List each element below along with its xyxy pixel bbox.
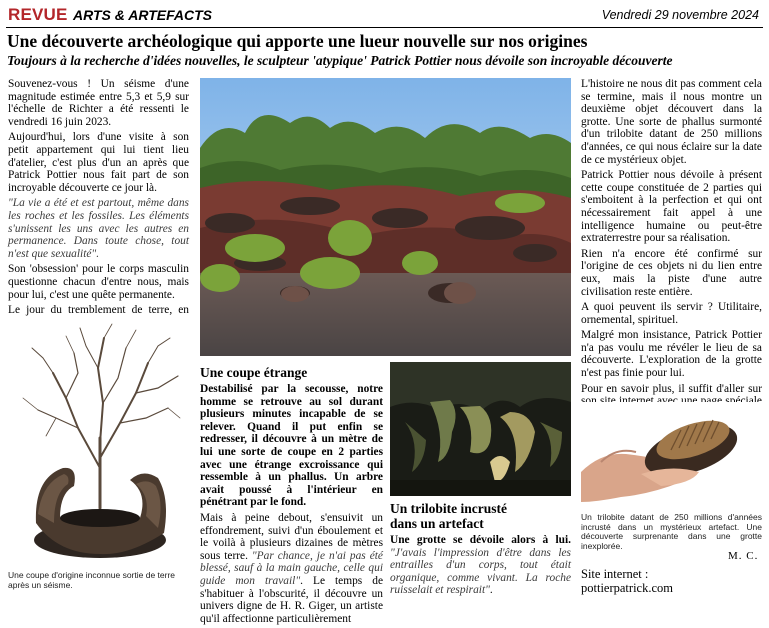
col4-paragraph-2: Patrick Pottier nous dévoile à présent cette coupe constituée de 2 parties qui s'emboitent à la perfection et qui ont nécessairement fait appel à une intelligence humaine ou peut-être extraterrestre pour sa réalisation. xyxy=(581,169,762,245)
section-heading-trilobite xyxy=(390,501,571,531)
trilobite-caption: Un trilobite datant de 250 millions d'années incrusté dans un mystérieux artefact. Une découverte surprenante dans une grotte inexplorée. xyxy=(581,512,762,551)
section-heading-strange-cup: Une coupe étrange xyxy=(200,365,308,380)
section-rubric: ARTS & ARTEFACTS xyxy=(73,7,212,23)
col1-paragraph-1: Souvenez-vous ! Un séisme d'une magnitude estimée entre 5,3 et 5,9 sur l'échelle de Richter a été ressenti le vendredi 16 juin 2023. xyxy=(8,78,189,128)
website-block xyxy=(581,567,762,595)
author-credit: M. C. xyxy=(728,550,759,562)
col4-paragraph-3: Rien n'a encore été confirmé sur l'origine de ces objets ni du lien entre eux, mais la piste d'une autre civilisation reste entière. xyxy=(581,247,762,298)
col2-text-b: . Le temps de s'habituer à l'obscurité, il découvre un univers digne de H. R. Giger, un artiste qu'il affectionne particulièrement xyxy=(200,574,383,625)
col3-paragraph-1 xyxy=(390,534,571,597)
cave-photo xyxy=(390,362,571,496)
col2-text-a: Mais à peine debout, s'ensuivit un effondrement, suivi d'un éboulement et le voilà à plusieurs dizaines de mètres sous terre. xyxy=(200,511,383,562)
bowl-sculpture-photo xyxy=(8,318,189,568)
website-link[interactable]: pottierpatrick.com xyxy=(581,581,673,595)
col2-paragraph-1: Destabilisé par la secousse, notre homme se retrouve au sol durant plusieurs minutes incapable de se relever. Quand il put enfin se redresser, il découvre à un mètre de lui une sorte de coupe en 2 parties avec une étrange excroissance qui ressemble à un phallus. Un arbre avait poussé à l'intérieur en pénétrant par le fond. xyxy=(200,383,383,509)
article-title: Une découverte archéologique qui apporte une lueur nouvelle sur nos origines xyxy=(7,31,588,51)
column-2 xyxy=(200,383,383,628)
col1-quote: "La vie a été et est partout, même dans les roches et les fossiles. Les éléments s'unissent les uns avec les autres en permanence. Dans toute chose, tout n'est que sexualité". xyxy=(8,197,189,260)
trilobite-artefact-photo xyxy=(581,402,762,508)
article-subtitle: Toujours à la recherche d'idées nouvelles, le sculpteur 'atypique' Patrick Pottier nous dévoile son incroyable découverte xyxy=(7,53,673,68)
column-4 xyxy=(581,78,762,423)
col4-paragraph-1: L'histoire ne nous dit pas comment cela se termine, mais il nous montre un deuxième objet découvert dans la grotte. Une sorte de phallus surmonté d'un trilobite datant de 250 millions d'années, ce qui nous éclaire sur la date de ce mystérieux objet. xyxy=(581,78,762,166)
column-1 xyxy=(8,78,189,357)
header-rule xyxy=(6,27,763,28)
col1-paragraph-4: Son 'obsession' pour le corps masculin questionne chacun d'entre nous, mais pour lui, c'est une quête permanente. xyxy=(8,263,189,301)
col4-paragraph-5: Malgré mon insistance, Patrick Pottier n'a pas voulu me révéler le lieu de sa découverte. L'exploration de la grotte n'est pas finie pour lui. xyxy=(581,329,762,380)
col3-quote: "J'avais l'impression d'être dans les entrailles d'un corps, tout était organique, comme vivant. La roche ruisselait et respirait" xyxy=(390,546,571,597)
col1-paragraph-5: Le jour du tremblement de terre, en xyxy=(8,304,189,317)
col4-paragraph-4: A quoi peuvent ils servir ? Utilitaire, ornemental, spirituel. xyxy=(581,301,762,326)
website-label: Site internet : xyxy=(581,567,649,581)
col3-text-a: Une grotte se dévoile alors à lui. xyxy=(390,534,571,546)
col1-paragraph-2: Aujourd'hui, lors d'une visite à son petit appartement qui lui tient lieu d'atelier, c'est plus d'un an après que Patrick Pottier nous fait part de son incroyable découverte ce jour là. xyxy=(8,131,189,194)
col2-paragraph-2 xyxy=(200,512,383,625)
column-3 xyxy=(390,534,571,600)
col4-paragraph-6: Pour en savoir plus, il suffit d'aller sur xyxy=(581,382,762,395)
volcanic-site-photo xyxy=(200,78,571,356)
col2-quote: "Par chance, je n'ai pas été blessé, sauf à la main gauche, celle qui guide mon travail" xyxy=(200,549,383,587)
trilobite-heading-line-1: Un trilobite incrusté xyxy=(390,501,507,516)
issue-date: Vendredi 29 novembre 2024 xyxy=(601,8,759,22)
col3-text-b: . xyxy=(489,584,493,597)
bowl-caption: Une coupe d'origine inconnue sortie de terre après un séisme. xyxy=(8,570,176,590)
magazine-name: REVUE xyxy=(8,5,68,24)
trilobite-heading-line-2: dans un artefact xyxy=(390,516,484,531)
